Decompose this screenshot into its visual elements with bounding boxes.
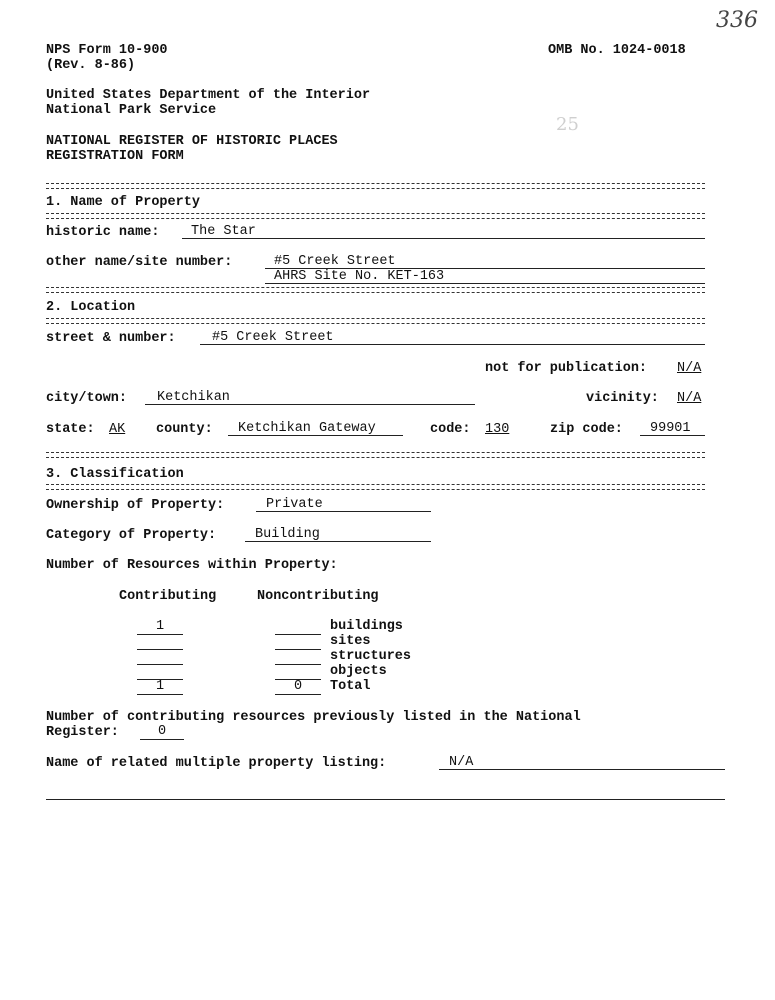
- vicinity-label: vicinity:: [586, 391, 659, 406]
- form-subtitle: REGISTRATION FORM: [46, 149, 184, 164]
- vicinity-field[interactable]: N/A: [677, 391, 702, 406]
- section-divider: [46, 484, 705, 490]
- city-label: city/town:: [46, 391, 128, 406]
- omb-number: OMB No. 1024-0018: [548, 43, 686, 58]
- noncontributing-column-header: Noncontributing: [257, 589, 379, 604]
- contributing-total[interactable]: 1: [137, 679, 183, 695]
- form-id: NPS Form 10-900: [46, 43, 168, 58]
- form-title: NATIONAL REGISTER OF HISTORIC PLACES: [46, 134, 338, 149]
- row-label-total: Total: [330, 679, 371, 694]
- section-1-heading: 1. Name of Property: [46, 195, 200, 210]
- faint-stamp: 25: [556, 114, 579, 135]
- other-name-field-2[interactable]: AHRS Site No. KET-163: [265, 269, 705, 284]
- department: United States Department of the Interior: [46, 88, 371, 103]
- section-divider: [46, 318, 705, 324]
- state-field[interactable]: AK: [109, 422, 126, 437]
- street-label: street & number:: [46, 331, 176, 346]
- nfp-field[interactable]: N/A: [677, 361, 702, 376]
- row-label-sites: sites: [330, 634, 371, 649]
- county-field[interactable]: Ketchikan Gateway: [228, 421, 403, 436]
- historic-name-field[interactable]: The Star: [182, 224, 705, 239]
- zip-label: zip code:: [550, 422, 623, 437]
- ownership-field[interactable]: Private: [256, 497, 431, 512]
- contributing-objects[interactable]: [137, 664, 183, 680]
- prev-listed-label-line1: Number of contributing resources previously listed in the National: [46, 710, 581, 725]
- historic-name-label: historic name:: [46, 225, 160, 240]
- noncontributing-buildings[interactable]: [275, 619, 321, 635]
- row-label-structures: structures: [330, 649, 412, 664]
- noncontributing-sites[interactable]: [275, 634, 321, 650]
- county-label: county:: [156, 422, 213, 437]
- section-2-heading: 2. Location: [46, 300, 136, 315]
- handwritten-page-number: 336: [716, 8, 758, 33]
- contributing-buildings[interactable]: 1: [137, 619, 183, 635]
- category-field[interactable]: Building: [245, 527, 431, 542]
- other-name-label: other name/site number:: [46, 255, 233, 270]
- prev-listed-field[interactable]: 0: [140, 724, 184, 740]
- zip-field[interactable]: 99901: [640, 421, 705, 436]
- resources-label: Number of Resources within Property:: [46, 558, 338, 573]
- section-divider: [46, 213, 705, 219]
- street-field[interactable]: #5 Creek Street: [200, 330, 705, 345]
- nfp-label: not for publication:: [485, 361, 648, 376]
- other-name-field-1[interactable]: #5 Creek Street: [265, 254, 705, 269]
- section-divider: [46, 183, 705, 189]
- code-field[interactable]: 130: [485, 422, 510, 437]
- mpl-label: Name of related multiple property listing:: [46, 756, 387, 771]
- contributing-column-header: Contributing: [119, 589, 217, 604]
- city-field[interactable]: Ketchikan: [145, 390, 475, 405]
- code-label: code:: [430, 422, 471, 437]
- noncontributing-total[interactable]: 0: [275, 679, 321, 695]
- noncontributing-objects[interactable]: [275, 664, 321, 680]
- noncontributing-structures[interactable]: [275, 649, 321, 665]
- section-divider: [46, 287, 705, 293]
- category-label: Category of Property:: [46, 528, 217, 543]
- contributing-sites[interactable]: [137, 634, 183, 650]
- ownership-label: Ownership of Property:: [46, 498, 225, 513]
- closing-rule: [46, 799, 725, 800]
- section-divider: [46, 452, 705, 458]
- row-label-objects: objects: [330, 664, 387, 679]
- prev-listed-label-line2: Register:: [46, 725, 119, 740]
- form-revision: (Rev. 8-86): [46, 58, 136, 73]
- contributing-structures[interactable]: [137, 649, 183, 665]
- mpl-field[interactable]: N/A: [439, 755, 725, 770]
- row-label-buildings: buildings: [330, 619, 403, 634]
- service: National Park Service: [46, 103, 217, 118]
- section-3-heading: 3. Classification: [46, 467, 184, 482]
- state-label: state:: [46, 422, 95, 437]
